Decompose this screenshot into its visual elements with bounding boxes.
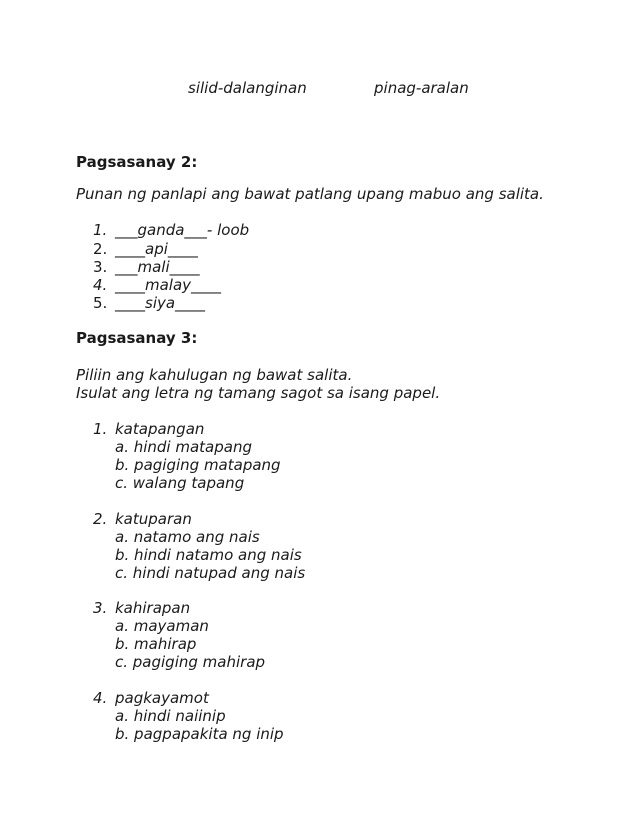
top-word-2: pinag-aralan <box>374 79 469 97</box>
section2-instruction: Punan ng panlapi ang bawat patlang upang mabuo ang salita. <box>76 185 544 203</box>
choice-a: a. hindi naiinip <box>115 707 226 725</box>
choice-a: a. mayaman <box>115 617 209 635</box>
choice-c: c. hindi natupad ang nais <box>115 564 306 582</box>
question-word: 4. pagkayamot <box>93 689 209 707</box>
choice-b: b. pagpapakita ng inip <box>115 725 284 743</box>
list-item: 1. ___ganda___- loob <box>93 221 250 239</box>
choice-b: b. hindi natamo ang nais <box>115 546 302 564</box>
list-item: 4. ____malay____ <box>93 276 222 294</box>
choice-b: b. mahirap <box>115 635 197 653</box>
list-item: 3. ___mali____ <box>93 258 200 276</box>
question-word: 3. kahirapan <box>93 599 191 617</box>
section3-instruction-line2: Isulat ang letra ng tamang sagot sa isang papel. <box>76 384 441 402</box>
choice-a: a. hindi matapang <box>115 438 252 456</box>
list-item: 2. ____api____ <box>93 240 198 258</box>
choice-c: c. walang tapang <box>115 474 245 492</box>
choice-c: c. pagiging mahirap <box>115 653 266 671</box>
section3-instruction-line1: Piliin ang kahulugan ng bawat salita. <box>76 366 353 384</box>
question-word: 2. katuparan <box>93 510 192 528</box>
list-item: 5. ____siya____ <box>93 294 206 312</box>
choice-a: a. natamo ang nais <box>115 528 260 546</box>
question-word: 1. katapangan <box>93 420 205 438</box>
choice-b: b. pagiging matapang <box>115 456 281 474</box>
section3-title: Pagsasanay 3: <box>76 329 198 347</box>
section2-title: Pagsasanay 2: <box>76 153 198 171</box>
top-word-1: silid-dalanginan <box>188 79 307 97</box>
